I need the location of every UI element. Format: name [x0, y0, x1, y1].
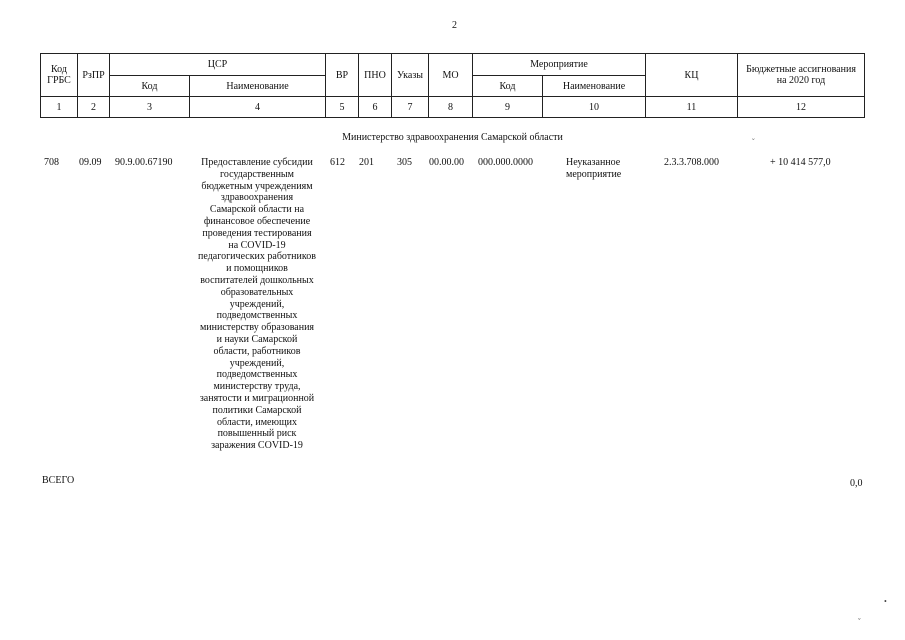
- row-ukazy: 305: [397, 157, 412, 168]
- col-number: 12: [738, 97, 865, 118]
- col-number: 8: [429, 97, 473, 118]
- row-pno: 201: [359, 157, 374, 168]
- name-line: повышенный риск: [217, 428, 297, 440]
- col-number: 11: [646, 97, 738, 118]
- row-mo: 00.00.00: [429, 157, 464, 168]
- header-kc: КЦ: [646, 54, 738, 97]
- row-rzpr: 09.09: [79, 157, 102, 168]
- header-ukazy: Указы: [392, 54, 429, 97]
- name-line: политики Самарской: [212, 404, 302, 416]
- name-line: министерству труда,: [213, 381, 301, 393]
- header-budget: Бюджетные ассигнования на 2020 год: [738, 54, 865, 97]
- header-csr-kod: Код: [110, 76, 190, 97]
- col-number: 10: [543, 97, 646, 118]
- name-line: и помощников: [226, 263, 288, 275]
- name-line: Самарской области на: [209, 204, 305, 216]
- col-number: 1: [41, 97, 78, 118]
- header-meropriyatie: Мероприятие: [473, 54, 646, 76]
- col-number: 7: [392, 97, 429, 118]
- page-number: 2: [452, 20, 457, 31]
- row-kc: 2.3.3.708.000: [664, 157, 719, 168]
- name-line: подведомственных: [216, 369, 298, 381]
- name-line: учреждений,: [229, 357, 285, 369]
- total-value: 0,0: [850, 478, 863, 489]
- section-title: Министерство здравоохранения Самарской области: [342, 132, 563, 143]
- header-kod-grbs: Код ГРБС: [41, 54, 78, 97]
- header-csr-name: Наименование: [190, 76, 326, 97]
- header-table: [40, 53, 865, 118]
- scan-speck: ˇ: [858, 617, 861, 626]
- row-mer-kod: 000.000.0000: [478, 157, 533, 168]
- name-line: финансовое обеспечение: [203, 215, 311, 227]
- row-amount: + 10 414 577,0: [770, 157, 831, 168]
- name-line: министерству образования: [199, 322, 315, 334]
- name-line: и науки Самарской: [216, 333, 298, 345]
- row-mer-name-line1: Неуказанное: [566, 157, 621, 168]
- row-vr: 612: [330, 157, 345, 168]
- name-line: педагогических работников: [198, 251, 316, 263]
- row-mer-name-line2: мероприятие: [566, 169, 622, 180]
- col-number: 6: [359, 97, 392, 118]
- header-rzpr: РзПР: [78, 54, 110, 97]
- name-line: воспитателей дошкольных: [200, 274, 314, 286]
- col-number: 5: [326, 97, 359, 118]
- header-csr: ЦСР: [110, 54, 326, 76]
- name-line: образовательных: [220, 286, 294, 298]
- header-mer-kod: Код: [473, 76, 543, 97]
- col-number: 3: [110, 97, 190, 118]
- name-line: Предоставление субсидии: [201, 157, 313, 168]
- name-line: на COVID-19: [228, 239, 286, 251]
- header-pno: ПНО: [359, 54, 392, 97]
- header-mer-name: Наименование: [543, 76, 646, 97]
- name-line: подведомственных: [216, 310, 298, 322]
- header-mo: МО: [429, 54, 473, 97]
- col-number: 9: [473, 97, 543, 118]
- scan-speck: •: [884, 597, 887, 606]
- header-vr: ВР: [326, 54, 359, 97]
- name-line: учреждений,: [229, 298, 285, 310]
- name-line: проведения тестирования: [202, 227, 312, 239]
- scan-speck: ˘: [752, 137, 755, 146]
- name-line: занятости и миграционной: [199, 392, 315, 404]
- name-line: заражения COVID-19: [211, 440, 303, 452]
- name-line: государственным: [220, 168, 294, 180]
- col-number: 2: [78, 97, 110, 118]
- name-line: области, имеющих: [216, 416, 298, 428]
- col-number: 4: [190, 97, 326, 118]
- row-kod-grbs: 708: [44, 157, 59, 168]
- row-name: [190, 157, 324, 452]
- total-label: ВСЕГО: [42, 475, 75, 486]
- row-csr-kod: 90.9.00.67190: [115, 157, 173, 168]
- name-line: здравоохранения: [220, 192, 294, 204]
- name-line: бюджетным учреждениям: [201, 180, 313, 192]
- name-line: области, работников: [213, 345, 301, 357]
